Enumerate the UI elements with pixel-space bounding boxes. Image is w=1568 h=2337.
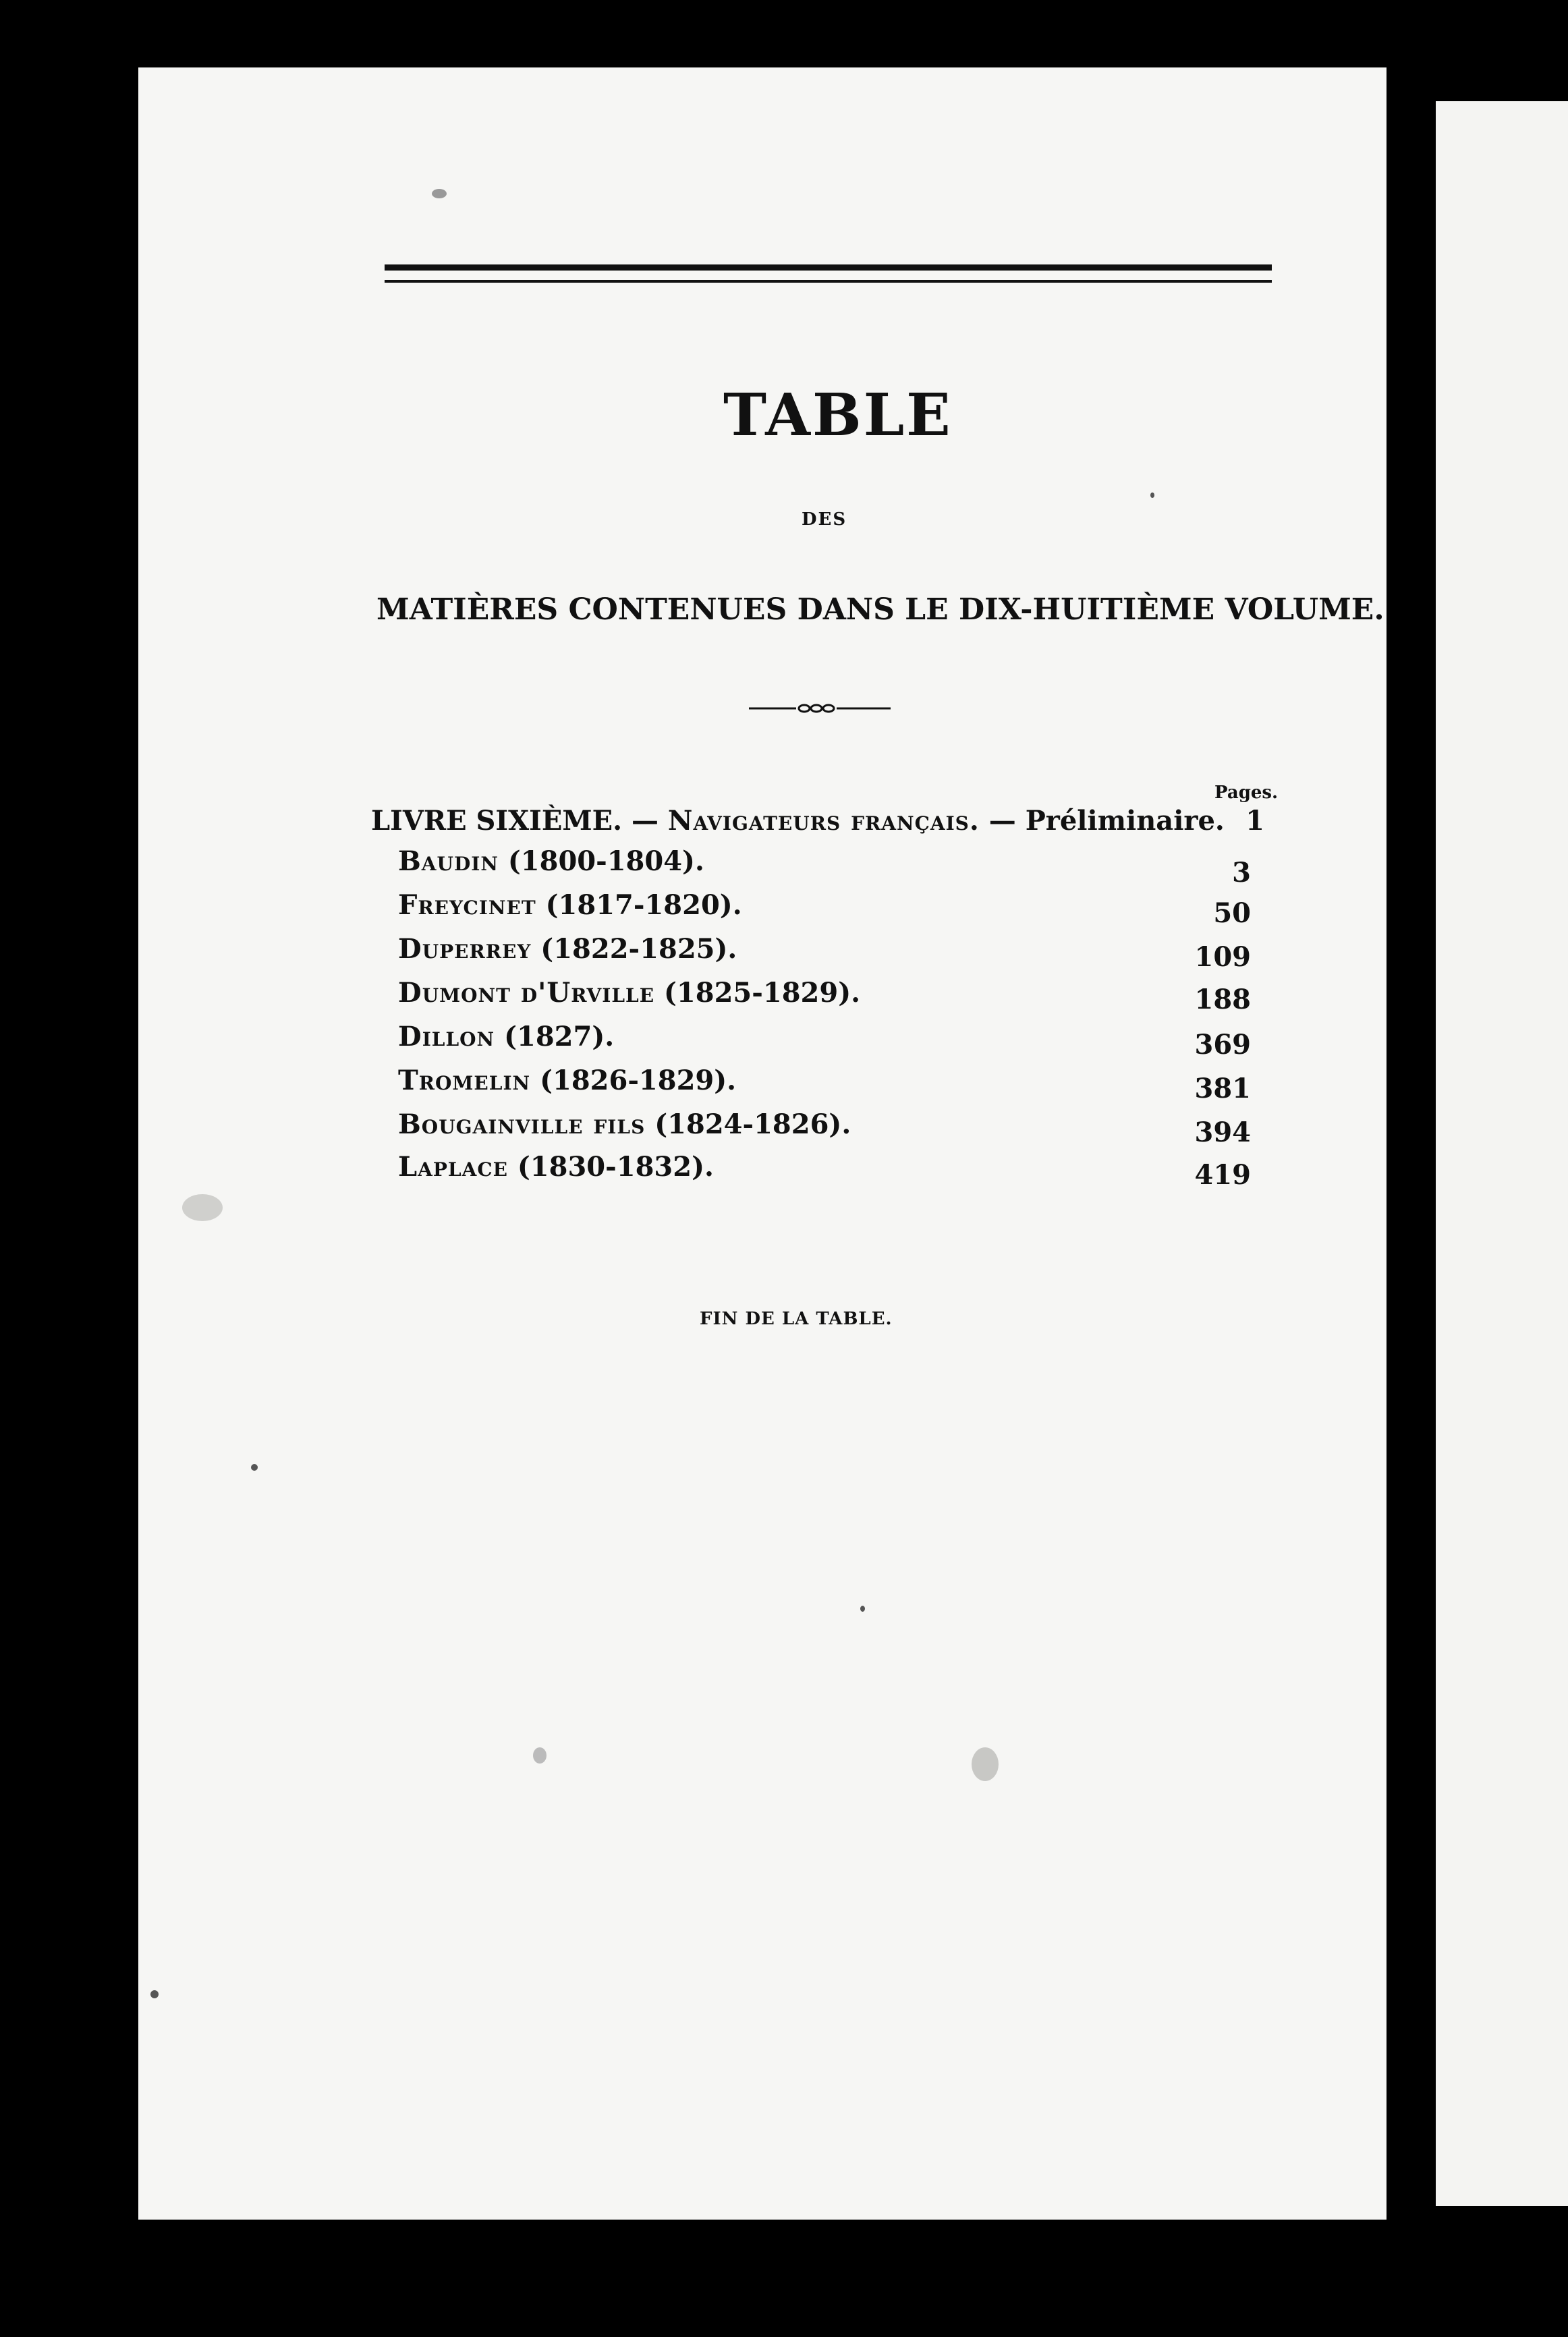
facing-page-edge: [1436, 101, 1568, 2206]
toc-entry: [398, 933, 737, 965]
entry-page-number: 109: [1194, 941, 1251, 973]
entry-years: (1822-1825).: [531, 933, 737, 965]
navigator-name: Duperrey: [398, 933, 532, 965]
navigator-name: Tromelin: [398, 1065, 531, 1096]
navigator-name: Freycinet: [398, 889, 536, 921]
entry-page-number: 419: [1194, 1159, 1251, 1191]
toc-entry: [398, 845, 704, 877]
toc-entry: [398, 977, 860, 1009]
dash: —: [979, 805, 1026, 837]
pages-column-heading: Pages.: [1214, 783, 1279, 803]
entry-years: (1824-1826).: [645, 1108, 851, 1140]
entry-page-number: 394: [1194, 1117, 1251, 1148]
entry-years: (1826-1829).: [530, 1065, 737, 1096]
paper-speck: [860, 1606, 865, 1612]
paper-speck: [533, 1747, 547, 1764]
navigator-name: Laplace: [398, 1151, 508, 1183]
entry-years: (1800-1804).: [498, 845, 704, 877]
paper-speck: [432, 189, 447, 198]
navigator-name: Bougainville fils: [398, 1108, 646, 1140]
entry-years: (1827).: [495, 1021, 615, 1052]
entry-years: (1825-1829).: [654, 977, 861, 1009]
entry-page-number: 381: [1194, 1073, 1251, 1104]
toc-entry: [398, 889, 742, 921]
toc-entry: [398, 1065, 736, 1096]
paper-speck: [150, 1990, 159, 1998]
navigator-name: Baudin: [398, 845, 499, 877]
paper-speck: [182, 1194, 223, 1221]
entry-page-number: 369: [1194, 1029, 1251, 1061]
navigator-name: Dumont d'Urville: [398, 977, 655, 1009]
navigator-name: Dillon: [398, 1021, 495, 1052]
livre-label: LIVRE SIXIÈME.: [371, 805, 623, 837]
header-rule-thin: [385, 280, 1272, 283]
entry-page-number: 188: [1194, 984, 1251, 1015]
paper-speck: [1150, 492, 1154, 498]
entry-page-number: 50: [1213, 897, 1251, 929]
entry-page-number: 3: [1232, 857, 1251, 889]
paper-speck: [251, 1464, 258, 1471]
page-title: TABLE: [723, 381, 953, 449]
livre-preliminaire: Préliminaire.: [1025, 805, 1225, 837]
entry-years: (1830-1832).: [507, 1151, 714, 1183]
title-des: DES: [802, 509, 847, 530]
entry-years: (1817-1820).: [536, 889, 742, 921]
header-rule-thick: [385, 264, 1272, 271]
ornament-divider: [749, 702, 891, 715]
dash: —: [622, 805, 668, 837]
paper-speck: [972, 1747, 999, 1781]
toc-entry: [398, 1021, 614, 1052]
toc-entry: [398, 1108, 851, 1140]
livre-section-title: Navigateurs français.: [667, 805, 980, 837]
page-subtitle: MATIÈRES CONTENUES DANS LE DIX-HUITIÈME VOLUME.: [376, 592, 1384, 627]
livre-page-number: 1: [1245, 805, 1264, 837]
end-of-table-note: FIN DE LA TABLE.: [700, 1309, 893, 1329]
toc-entry: [398, 1151, 714, 1183]
toc-livre-line: [371, 805, 1225, 837]
